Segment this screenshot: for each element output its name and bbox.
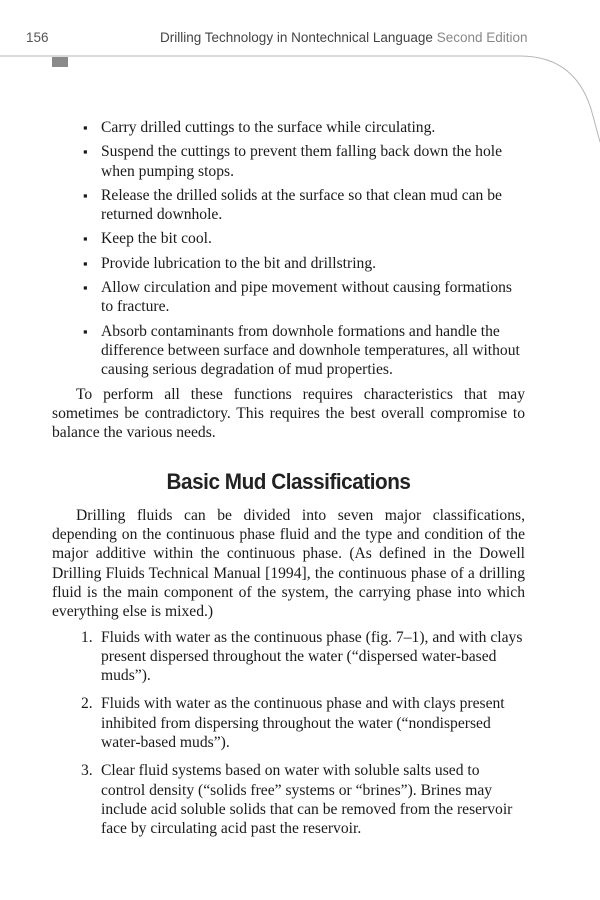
list-item: ▪ Suspend the cuttings to prevent them falling back down the hole when pumping stops.: [52, 142, 525, 181]
item-number: 3.: [81, 762, 93, 780]
list-item: [52, 761, 525, 838]
list-item: ▪ Keep the bit cool.: [52, 229, 525, 248]
list-item: [52, 694, 525, 752]
list-item: [52, 628, 525, 686]
list-item: ▪ Carry drilled cuttings to the surface while circulating.: [52, 118, 525, 137]
classifications-list: [52, 628, 525, 839]
page-content: [52, 118, 525, 848]
page-header: [0, 0, 600, 60]
item-text: Fluids with water as the continuous phase (fig. 7–1), and with clays present dispersed throughout the water (“dispersed water-based muds”).: [101, 628, 523, 685]
item-number: 2.: [81, 695, 93, 713]
functions-list: [52, 118, 525, 380]
list-item: ▪ Provide lubrication to the bit and drillstring.: [52, 254, 525, 273]
book-title: Drilling Technology in Nontechnical Language: [160, 30, 433, 45]
list-item: ▪ Absorb contaminants from downhole formations and handle the difference between surface and downhole temperatures, all without causing serious degradation of mud properties.: [52, 322, 525, 380]
header-tab-marker: [52, 57, 68, 67]
edition-label: Second Edition: [436, 30, 528, 45]
section-intro-paragraph: Drilling fluids can be divided into seven major classifications, depending on the continuous phase fluid and the type and condition of the major additive within the continuous phase. (As defined in the Dowell Drilling Fluids Technical Manual [1994], the continuous phase of a drilling fluid is the main component of the system, the carrying phase into which everything else is mixed.): [52, 506, 525, 621]
running-head: [160, 30, 528, 45]
item-number: 1.: [81, 628, 93, 646]
item-text: Clear fluid systems based on water with soluble salts used to control density (“solids free” systems or “brines”). Brines may include acid soluble solids that can be removed from the reservoir face by circulating acid past the reservoir.: [101, 762, 513, 838]
list-item: ▪ Release the drilled solids at the surface so that clean mud can be returned downhole.: [52, 186, 525, 225]
item-text: Fluids with water as the continuous phase and with clays present inhibited from dispersing throughout the water (“nondispersed water-based muds”).: [101, 695, 505, 752]
page-number: 156: [26, 30, 49, 45]
functions-paragraph: To perform all these functions requires characteristics that may sometimes be contradictory. This requires the best overall compromise to balance the various needs.: [52, 385, 525, 442]
section-heading: Basic Mud Classifications: [166, 469, 411, 495]
list-item: ▪ Allow circulation and pipe movement without causing formations to fracture.: [52, 278, 525, 317]
